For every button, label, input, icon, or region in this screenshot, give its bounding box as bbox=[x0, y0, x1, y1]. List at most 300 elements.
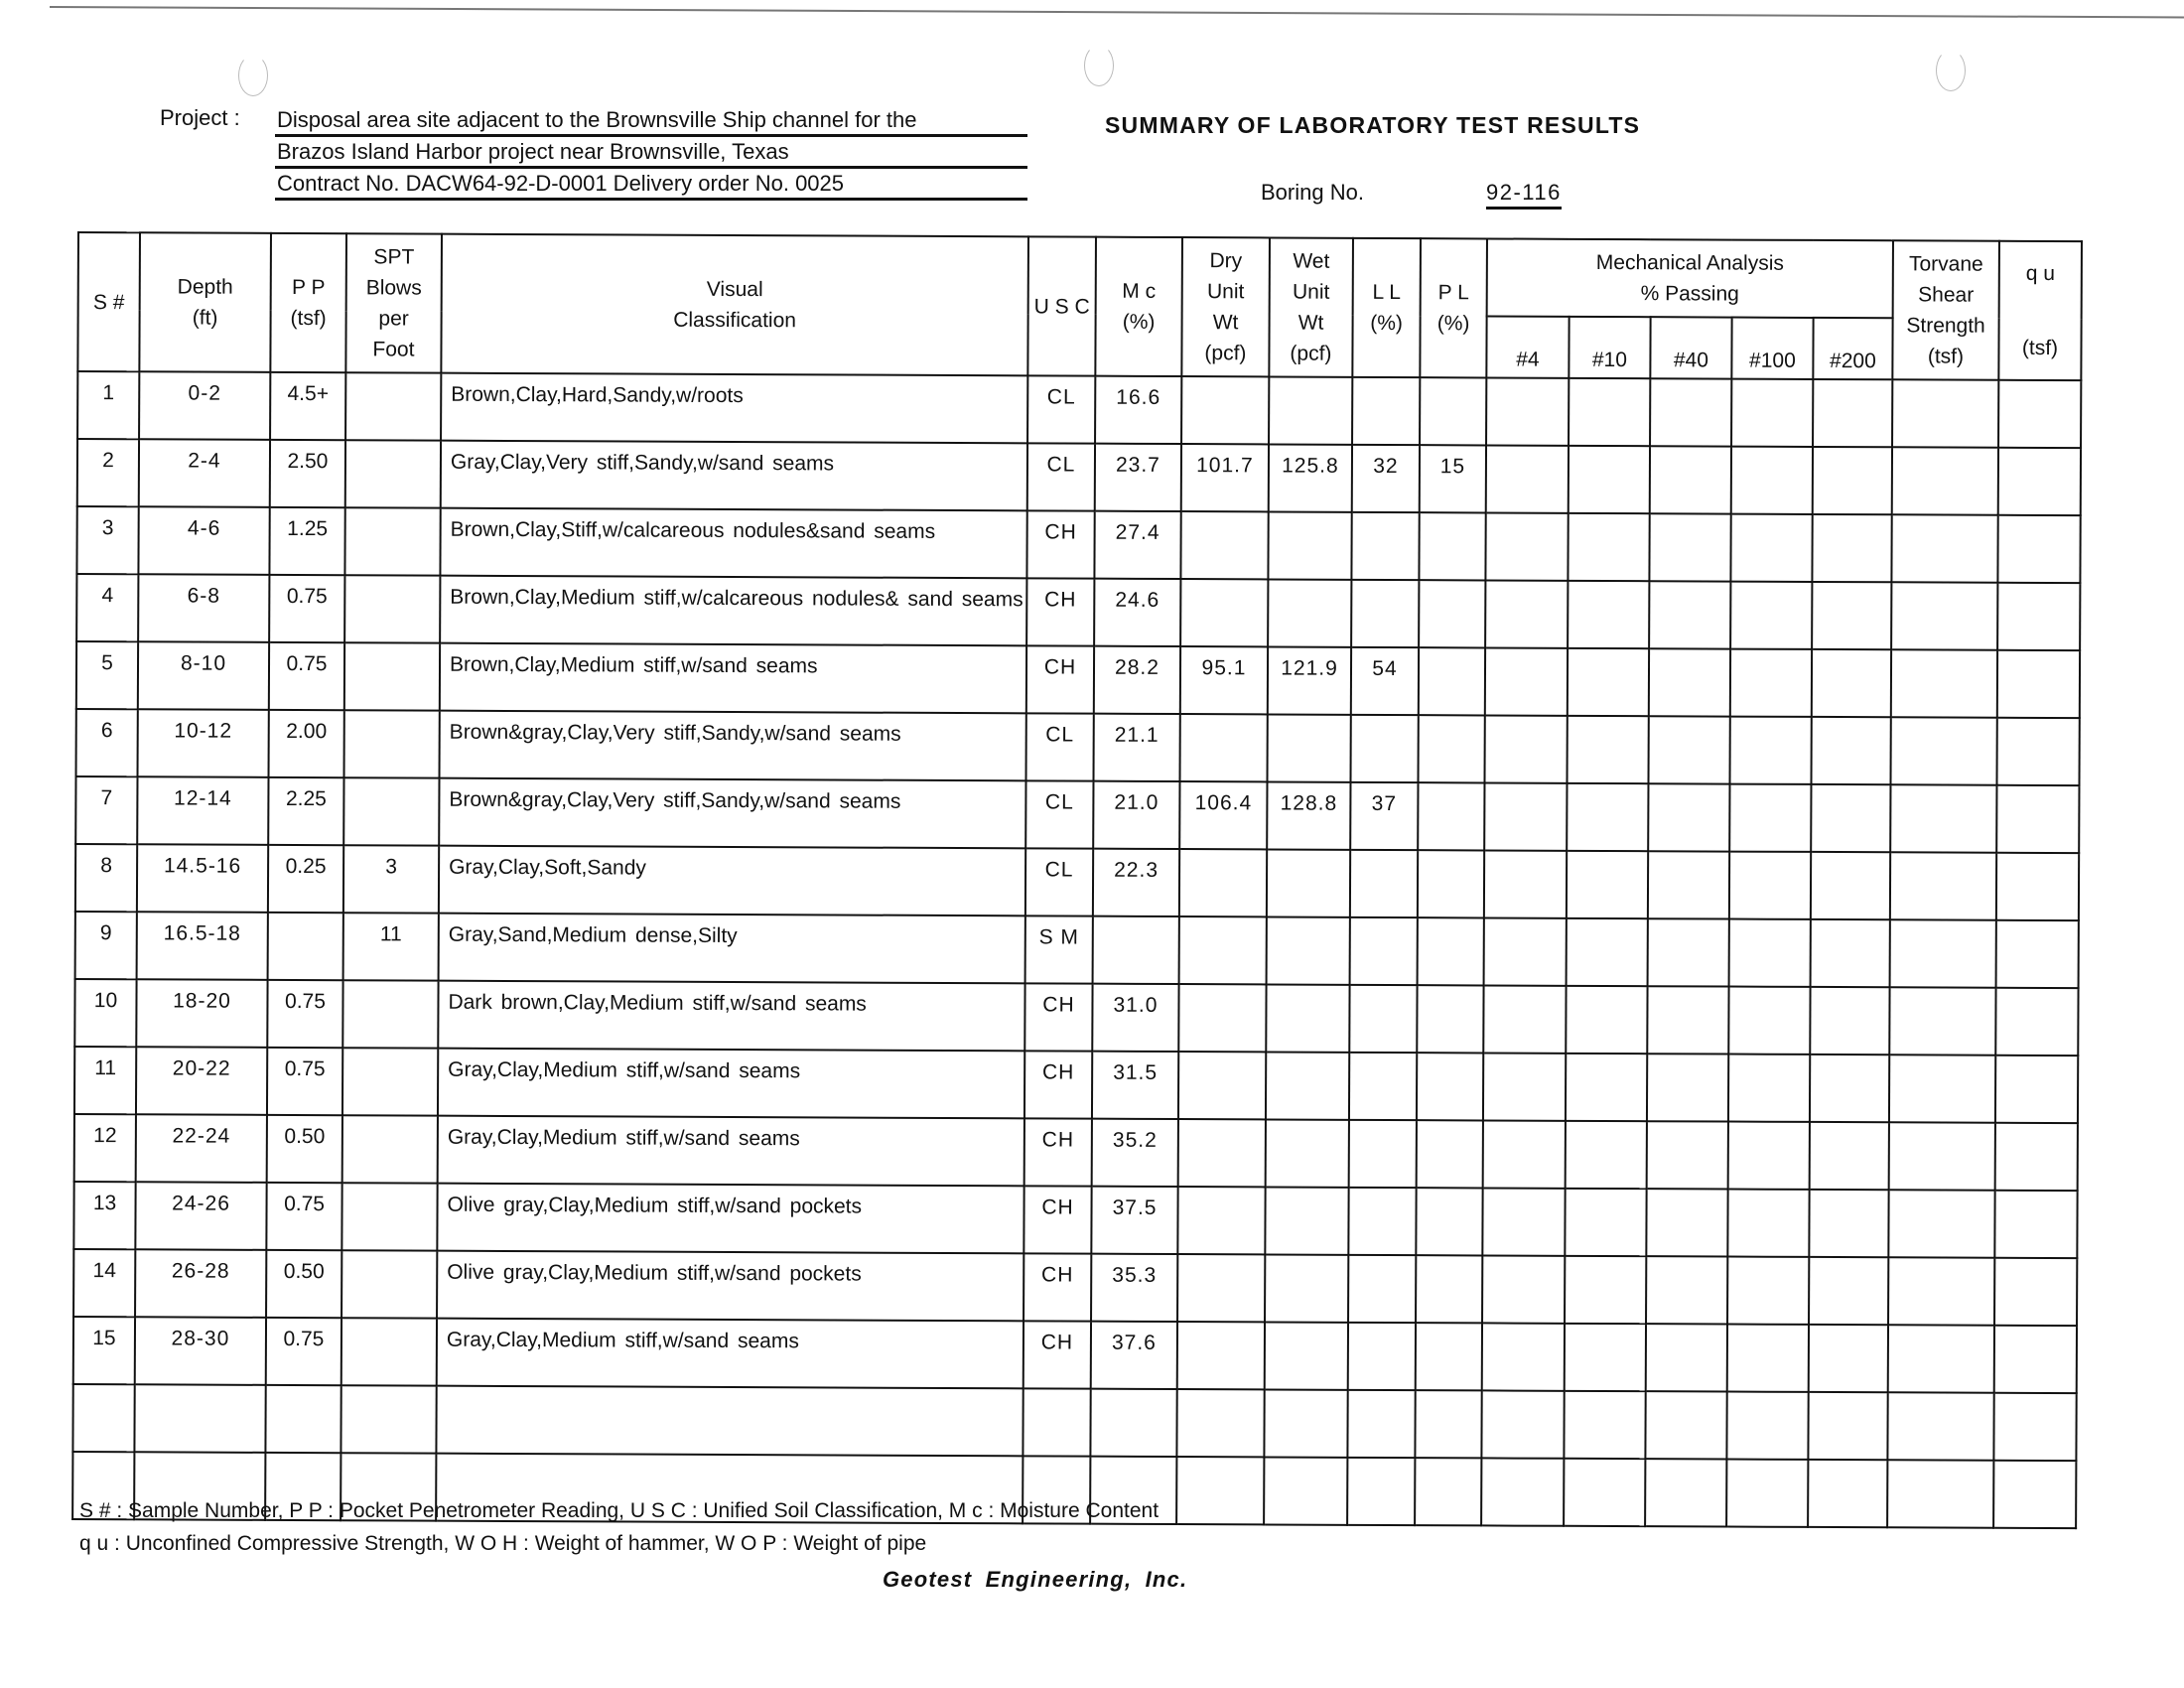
cell-depth: 24-26 bbox=[135, 1182, 266, 1250]
cell-liquid-limit bbox=[1350, 917, 1418, 985]
cell-depth: 2-4 bbox=[139, 439, 270, 507]
blank-cell bbox=[1726, 1460, 1808, 1527]
table-row bbox=[74, 1114, 2078, 1191]
cell-pp: 1.25 bbox=[269, 507, 344, 575]
header-sieve-10: #10 bbox=[1569, 317, 1650, 378]
cell-usc: CH bbox=[1024, 1253, 1091, 1321]
cell-sample-number: 14 bbox=[73, 1249, 135, 1317]
cell-wet-unit-wt: 125.8 bbox=[1269, 444, 1352, 511]
cell-sieve-4 bbox=[1482, 1188, 1565, 1255]
cell-dry-unit-wt bbox=[1179, 849, 1267, 916]
cell-usc: CL bbox=[1025, 713, 1093, 780]
cell-pp: 0.75 bbox=[269, 575, 344, 642]
cell-wet-unit-wt bbox=[1267, 714, 1350, 781]
cell-usc: CH bbox=[1024, 1051, 1092, 1118]
cell-depth: 4-6 bbox=[138, 506, 269, 575]
cell-wet-unit-wt bbox=[1265, 1322, 1348, 1389]
cell-sieve-10 bbox=[1566, 1121, 1647, 1189]
cell-liquid-limit bbox=[1352, 377, 1420, 445]
cell-wet-unit-wt bbox=[1266, 984, 1349, 1052]
cell-dry-unit-wt bbox=[1180, 579, 1268, 646]
cell-visual-classification: Gray,Clay,Very stiff,Sandy,w/sand seams bbox=[441, 441, 1027, 511]
cell-sieve-100 bbox=[1729, 852, 1811, 919]
punch-hole bbox=[1936, 50, 1966, 91]
blank-cell bbox=[1023, 1388, 1090, 1456]
cell-usc: CL bbox=[1025, 848, 1093, 915]
cell-moisture-content: 37.6 bbox=[1091, 1322, 1177, 1389]
blank-cell bbox=[1176, 1389, 1264, 1457]
cell-sieve-100 bbox=[1728, 1055, 1810, 1122]
cell-usc: CH bbox=[1026, 645, 1094, 713]
cell-sieve-40 bbox=[1650, 446, 1731, 513]
cell-spt-blows bbox=[342, 1115, 438, 1183]
blank-cell bbox=[72, 1384, 134, 1452]
cell-visual-classification: Brown,Clay,Medium stiff,w/sand seams bbox=[440, 643, 1026, 714]
cell-plastic-limit bbox=[1416, 1188, 1482, 1255]
cell-qu bbox=[1997, 515, 2080, 583]
cell-sample-number: 4 bbox=[76, 574, 138, 641]
cell-sieve-200 bbox=[1812, 514, 1891, 582]
header-moisture-content: M c (%) bbox=[1095, 237, 1182, 376]
cell-dry-unit-wt bbox=[1179, 916, 1267, 984]
cell-plastic-limit bbox=[1419, 580, 1485, 647]
cell-spt-blows bbox=[344, 507, 440, 575]
header-pp: P P (tsf) bbox=[270, 233, 346, 372]
cell-wet-unit-wt bbox=[1266, 1052, 1349, 1119]
cell-dry-unit-wt: 95.1 bbox=[1180, 646, 1268, 714]
table-row bbox=[77, 371, 2081, 448]
header-depth: Depth (ft) bbox=[139, 232, 271, 372]
cell-visual-classification: Brown&gray,Clay,Very stiff,Sandy,w/sand seams bbox=[439, 778, 1025, 849]
cell-sieve-4 bbox=[1483, 985, 1566, 1053]
cell-torvane bbox=[1889, 1122, 1995, 1190]
cell-pp: 0.75 bbox=[266, 1183, 341, 1250]
blank-cell bbox=[1264, 1457, 1347, 1524]
cell-sieve-100 bbox=[1730, 514, 1812, 582]
cell-torvane bbox=[1890, 919, 1996, 987]
cell-sieve-100 bbox=[1729, 784, 1811, 852]
table-row bbox=[75, 844, 2079, 920]
blank-cell bbox=[1090, 1389, 1176, 1457]
cell-visual-classification: Gray,Clay,Medium stiff,w/sand seams bbox=[437, 1319, 1024, 1389]
cell-sample-number: 8 bbox=[75, 844, 137, 912]
cell-pp: 0.75 bbox=[267, 1048, 342, 1115]
cell-torvane bbox=[1890, 852, 1996, 919]
cell-wet-unit-wt bbox=[1268, 579, 1351, 646]
cell-depth: 26-28 bbox=[135, 1249, 266, 1318]
cell-qu bbox=[1994, 1258, 2077, 1326]
cell-visual-classification: Gray,Clay,Medium stiff,w/sand seams bbox=[438, 1049, 1024, 1119]
cell-depth: 22-24 bbox=[136, 1114, 267, 1183]
table-row bbox=[76, 506, 2080, 583]
cell-sieve-100 bbox=[1731, 379, 1813, 447]
cell-sieve-10 bbox=[1569, 378, 1650, 446]
blank-cell bbox=[1564, 1459, 1645, 1526]
table-row bbox=[75, 912, 2079, 988]
cell-dry-unit-wt bbox=[1179, 714, 1267, 781]
table-row bbox=[75, 776, 2079, 853]
cell-moisture-content: 22.3 bbox=[1093, 849, 1179, 916]
cell-wet-unit-wt bbox=[1269, 376, 1352, 444]
cell-torvane bbox=[1888, 1190, 1994, 1257]
cell-sieve-200 bbox=[1813, 379, 1892, 447]
blank-cell bbox=[1993, 1461, 2076, 1528]
cell-usc: CL bbox=[1027, 443, 1095, 510]
cell-pp: 2.00 bbox=[269, 710, 344, 777]
cell-sieve-40 bbox=[1647, 986, 1728, 1054]
cell-sieve-4 bbox=[1486, 445, 1569, 512]
cell-dry-unit-wt bbox=[1180, 511, 1268, 579]
legend-line: q u : Unconfined Compressive Strength, W O H : Weight of hammer, W O P : Weight of pipe bbox=[79, 1532, 927, 1555]
cell-sieve-10 bbox=[1567, 918, 1648, 986]
header-spt: SPT Blows per Foot bbox=[345, 233, 442, 372]
table-row bbox=[74, 979, 2078, 1055]
cell-depth: 18-20 bbox=[136, 979, 267, 1048]
cell-plastic-limit bbox=[1419, 512, 1485, 580]
cell-sieve-4 bbox=[1485, 580, 1568, 647]
cell-sieve-40 bbox=[1646, 1189, 1727, 1256]
legend bbox=[79, 1494, 1159, 1560]
header-sieve-40: #40 bbox=[1650, 317, 1731, 378]
cell-torvane bbox=[1888, 1257, 1994, 1325]
cell-sieve-200 bbox=[1812, 582, 1891, 649]
cell-dry-unit-wt bbox=[1178, 984, 1266, 1052]
cell-wet-unit-wt bbox=[1265, 1187, 1348, 1254]
cell-plastic-limit bbox=[1420, 377, 1486, 445]
cell-sieve-200 bbox=[1810, 1122, 1889, 1190]
cell-pp: 0.75 bbox=[267, 980, 342, 1048]
project-label: Project : bbox=[160, 105, 240, 130]
cell-liquid-limit bbox=[1349, 1120, 1417, 1188]
cell-liquid-limit bbox=[1350, 850, 1418, 917]
cell-torvane bbox=[1890, 717, 1996, 784]
blank-cell bbox=[134, 1384, 265, 1453]
cell-spt-blows bbox=[345, 372, 441, 440]
cell-dry-unit-wt: 106.4 bbox=[1179, 781, 1267, 849]
cell-liquid-limit bbox=[1351, 580, 1419, 647]
table-row bbox=[73, 1317, 2077, 1393]
cell-depth: 16.5-18 bbox=[137, 912, 268, 980]
cell-moisture-content: 37.5 bbox=[1091, 1187, 1177, 1254]
page-edge-line bbox=[50, 6, 2184, 19]
cell-sieve-4 bbox=[1486, 377, 1569, 445]
blank-cell bbox=[1645, 1391, 1726, 1459]
cell-usc: CH bbox=[1026, 510, 1094, 578]
cell-sieve-100 bbox=[1728, 987, 1810, 1055]
cell-sieve-40 bbox=[1648, 716, 1729, 783]
cell-depth: 12-14 bbox=[137, 776, 268, 845]
cell-plastic-limit bbox=[1418, 917, 1484, 985]
cell-sieve-4 bbox=[1482, 1255, 1565, 1323]
cell-torvane bbox=[1889, 987, 1995, 1055]
cell-qu bbox=[1996, 920, 2079, 988]
cell-torvane bbox=[1889, 1055, 1995, 1122]
cell-qu bbox=[1995, 1055, 2078, 1123]
cell-sieve-40 bbox=[1646, 1324, 1727, 1391]
cell-sample-number: 1 bbox=[77, 371, 139, 439]
cell-sieve-4 bbox=[1483, 1120, 1566, 1188]
cell-sieve-200 bbox=[1811, 717, 1890, 784]
blank-cell bbox=[1347, 1458, 1415, 1525]
cell-sieve-4 bbox=[1484, 782, 1567, 850]
cell-sample-number: 12 bbox=[74, 1114, 136, 1182]
cell-pp: 0.75 bbox=[269, 642, 344, 710]
cell-usc: CH bbox=[1024, 1321, 1091, 1388]
blank-cell bbox=[1347, 1390, 1415, 1458]
cell-torvane bbox=[1891, 649, 1997, 717]
header-usc: U S C bbox=[1027, 236, 1096, 375]
cell-liquid-limit: 32 bbox=[1352, 445, 1420, 512]
cell-sieve-200 bbox=[1809, 1257, 1888, 1325]
cell-depth: 0-2 bbox=[139, 371, 270, 440]
header-liquid-limit: L L (%) bbox=[1352, 238, 1421, 377]
blank-cell bbox=[1415, 1458, 1481, 1525]
cell-liquid-limit: 37 bbox=[1350, 782, 1418, 850]
cell-qu bbox=[1998, 448, 2081, 515]
project-line: Disposal area site adjacent to the Brownsville Ship channel for the bbox=[275, 105, 1027, 137]
cell-qu bbox=[1998, 380, 2081, 448]
cell-sample-number: 2 bbox=[77, 439, 139, 506]
cell-sieve-100 bbox=[1728, 1122, 1810, 1190]
cell-wet-unit-wt bbox=[1265, 1254, 1348, 1322]
blank-cell bbox=[1264, 1389, 1347, 1457]
cell-sample-number: 13 bbox=[73, 1182, 135, 1249]
table-row bbox=[76, 574, 2080, 650]
cell-visual-classification: Brown,Clay,Stiff,w/calcareous nodules&sand seams bbox=[440, 508, 1026, 579]
blank-row bbox=[72, 1384, 2076, 1461]
cell-sieve-100 bbox=[1727, 1325, 1809, 1392]
blank-cell bbox=[1887, 1460, 1993, 1527]
cell-visual-classification: Dark brown,Clay,Medium stiff,w/sand seams bbox=[438, 981, 1024, 1052]
cell-spt-blows bbox=[341, 1183, 437, 1250]
cell-moisture-content: 16.6 bbox=[1095, 376, 1181, 444]
cell-moisture-content: 24.6 bbox=[1094, 579, 1180, 646]
cell-sample-number: 10 bbox=[74, 979, 136, 1047]
header-mechanical-analysis: Mechanical Analysis % Passing bbox=[1487, 238, 1893, 318]
cell-sample-number: 6 bbox=[76, 709, 138, 776]
cell-sieve-10 bbox=[1568, 513, 1649, 581]
cell-depth: 14.5-16 bbox=[137, 844, 268, 913]
cell-sieve-40 bbox=[1648, 783, 1729, 851]
blank-cell bbox=[265, 1385, 341, 1453]
header-plastic-limit: P L (%) bbox=[1420, 238, 1487, 377]
cell-qu bbox=[1996, 785, 2079, 853]
cell-liquid-limit bbox=[1349, 1053, 1417, 1120]
cell-wet-unit-wt: 121.9 bbox=[1268, 646, 1351, 714]
cell-pp: 4.5+ bbox=[270, 372, 345, 440]
cell-visual-classification: Gray,Clay,Soft,Sandy bbox=[439, 846, 1025, 916]
cell-moisture-content: 35.2 bbox=[1092, 1119, 1178, 1187]
cell-sieve-100 bbox=[1727, 1257, 1809, 1325]
cell-plastic-limit bbox=[1416, 1255, 1482, 1323]
cell-sieve-40 bbox=[1649, 581, 1730, 648]
cell-usc: CH bbox=[1024, 983, 1092, 1051]
cell-sieve-40 bbox=[1649, 648, 1730, 716]
cell-depth: 8-10 bbox=[138, 641, 269, 710]
cell-wet-unit-wt bbox=[1268, 511, 1351, 579]
cell-sample-number: 7 bbox=[75, 776, 137, 844]
cell-liquid-limit bbox=[1349, 985, 1417, 1053]
cell-sample-number: 15 bbox=[73, 1317, 135, 1384]
cell-sieve-200 bbox=[1812, 649, 1891, 717]
cell-sieve-4 bbox=[1484, 917, 1567, 985]
cell-sample-number: 3 bbox=[76, 506, 138, 574]
punch-hole bbox=[1084, 45, 1114, 86]
cell-sieve-200 bbox=[1811, 784, 1890, 852]
cell-qu bbox=[1995, 988, 2078, 1055]
blank-cell bbox=[341, 1385, 436, 1453]
cell-plastic-limit bbox=[1418, 715, 1484, 782]
header-visual-classification: Visual Classification bbox=[441, 234, 1028, 376]
cell-pp: 0.25 bbox=[268, 845, 343, 913]
cell-plastic-limit bbox=[1419, 647, 1485, 715]
cell-moisture-content: 27.4 bbox=[1094, 511, 1180, 579]
table-row bbox=[73, 1249, 2077, 1326]
header-dry-unit-wt: Dry Unit Wt (pcf) bbox=[1181, 237, 1270, 376]
cell-sieve-40 bbox=[1647, 1121, 1728, 1189]
cell-moisture-content: 35.3 bbox=[1091, 1254, 1177, 1322]
cell-visual-classification: Brown,Clay,Hard,Sandy,w/roots bbox=[441, 373, 1027, 444]
cell-sieve-40 bbox=[1650, 378, 1731, 446]
cell-qu bbox=[1994, 1191, 2077, 1258]
cell-sieve-4 bbox=[1484, 715, 1567, 782]
cell-torvane bbox=[1892, 379, 1998, 447]
cell-sieve-40 bbox=[1646, 1256, 1727, 1324]
cell-sieve-200 bbox=[1809, 1325, 1888, 1392]
cell-spt-blows bbox=[341, 1250, 437, 1318]
cell-qu bbox=[1994, 1326, 2077, 1393]
cell-usc: CH bbox=[1024, 1186, 1091, 1253]
cell-dry-unit-wt bbox=[1178, 1119, 1266, 1187]
cell-sieve-100 bbox=[1729, 919, 1811, 987]
cell-qu bbox=[1997, 650, 2080, 718]
cell-moisture-content: 21.1 bbox=[1093, 714, 1179, 781]
cell-visual-classification: Brown,Clay,Medium stiff,w/calcareous nodules& sand seams bbox=[440, 576, 1026, 646]
cell-torvane bbox=[1890, 784, 1996, 852]
cell-sieve-40 bbox=[1648, 851, 1729, 918]
cell-moisture-content: 31.0 bbox=[1092, 984, 1178, 1052]
cell-qu bbox=[1995, 1123, 2078, 1191]
cell-torvane bbox=[1892, 447, 1998, 514]
cell-spt-blows bbox=[344, 575, 440, 642]
cell-sieve-100 bbox=[1727, 1190, 1809, 1257]
cell-sieve-10 bbox=[1567, 716, 1648, 783]
project-line: Contract No. DACW64-92-D-0001 Delivery order No. 0025 bbox=[275, 169, 1027, 201]
cell-plastic-limit: 15 bbox=[1420, 445, 1486, 512]
cell-sieve-10 bbox=[1567, 851, 1648, 918]
cell-visual-classification: Olive gray,Clay,Medium stiff,w/sand pockets bbox=[437, 1251, 1024, 1322]
cell-qu bbox=[1997, 583, 2080, 650]
cell-pp: 0.50 bbox=[267, 1115, 342, 1183]
cell-dry-unit-wt bbox=[1178, 1052, 1266, 1119]
cell-moisture-content: 23.7 bbox=[1095, 444, 1181, 511]
table-row bbox=[76, 641, 2080, 718]
header-torvane: Torvane Shear Strength (tsf) bbox=[1892, 240, 1999, 379]
punch-hole bbox=[238, 55, 268, 96]
cell-dry-unit-wt bbox=[1177, 1322, 1265, 1389]
cell-sieve-10 bbox=[1568, 648, 1649, 716]
cell-sieve-100 bbox=[1730, 649, 1812, 717]
cell-liquid-limit bbox=[1351, 512, 1419, 580]
table-body bbox=[72, 371, 2081, 1528]
boring-number: 92-116 bbox=[1486, 180, 1562, 210]
cell-depth: 10-12 bbox=[138, 709, 269, 777]
cell-visual-classification: Olive gray,Clay,Medium stiff,w/sand pockets bbox=[437, 1184, 1024, 1254]
legend-line: S # : Sample Number, P P : Pocket Penetrometer Reading, U S C : Unified Soil Classification, M c : Moisture Content bbox=[79, 1499, 1160, 1522]
cell-pp: 0.50 bbox=[266, 1250, 341, 1318]
cell-torvane bbox=[1888, 1325, 1994, 1392]
cell-spt-blows bbox=[343, 777, 439, 845]
cell-wet-unit-wt bbox=[1267, 916, 1350, 984]
cell-depth: 20-22 bbox=[136, 1047, 267, 1115]
header-sieve-4: #4 bbox=[1486, 316, 1569, 377]
cell-dry-unit-wt bbox=[1177, 1254, 1265, 1322]
lab-results-table bbox=[71, 231, 2083, 1529]
cell-moisture-content: 21.0 bbox=[1093, 781, 1179, 849]
cell-sieve-10 bbox=[1566, 986, 1647, 1054]
cell-spt-blows bbox=[344, 710, 440, 777]
cell-spt-blows: 3 bbox=[343, 845, 439, 913]
cell-plastic-limit bbox=[1417, 1053, 1483, 1120]
cell-sieve-200 bbox=[1811, 852, 1890, 919]
cell-liquid-limit: 54 bbox=[1351, 647, 1419, 715]
cell-sieve-100 bbox=[1730, 582, 1812, 649]
cell-pp: 0.75 bbox=[266, 1318, 341, 1385]
cell-wet-unit-wt: 128.8 bbox=[1267, 781, 1350, 849]
boring-label: Boring No. bbox=[1261, 180, 1364, 205]
header-sample-number: S # bbox=[77, 232, 140, 371]
cell-sieve-10 bbox=[1565, 1324, 1646, 1391]
cell-sieve-40 bbox=[1647, 1054, 1728, 1121]
cell-dry-unit-wt bbox=[1177, 1187, 1265, 1254]
cell-plastic-limit bbox=[1417, 985, 1483, 1053]
header-wet-unit-wt: Wet Unit Wt (pcf) bbox=[1269, 237, 1353, 376]
cell-dry-unit-wt: 101.7 bbox=[1181, 444, 1269, 511]
cell-sieve-4 bbox=[1485, 647, 1568, 715]
cell-dry-unit-wt bbox=[1181, 376, 1269, 444]
blank-cell bbox=[1887, 1392, 1993, 1460]
blank-cell bbox=[1808, 1460, 1887, 1527]
cell-sieve-10 bbox=[1566, 1054, 1647, 1121]
cell-pp: 2.25 bbox=[268, 777, 343, 845]
cell-usc: CH bbox=[1026, 578, 1094, 645]
cell-liquid-limit bbox=[1350, 715, 1418, 782]
cell-liquid-limit bbox=[1348, 1323, 1416, 1390]
cell-sieve-10 bbox=[1568, 581, 1649, 648]
project-line: Brazos Island Harbor project near Brownsville, Texas bbox=[275, 137, 1027, 169]
blank-cell bbox=[436, 1386, 1023, 1457]
blank-cell bbox=[1645, 1459, 1726, 1526]
cell-depth: 28-30 bbox=[135, 1317, 266, 1385]
company-name: Geotest Engineering, Inc. bbox=[883, 1567, 1188, 1592]
cell-sieve-100 bbox=[1729, 717, 1811, 784]
blank-cell bbox=[1564, 1391, 1645, 1459]
header-sieve-100: #100 bbox=[1731, 318, 1813, 379]
cell-sieve-4 bbox=[1484, 850, 1567, 917]
cell-wet-unit-wt bbox=[1266, 1119, 1349, 1187]
blank-cell bbox=[1481, 1458, 1564, 1525]
blank-cell bbox=[1415, 1390, 1481, 1458]
header-sieve-200: #200 bbox=[1813, 318, 1892, 379]
cell-usc: CL bbox=[1025, 780, 1093, 848]
cell-sieve-40 bbox=[1649, 513, 1730, 581]
blank-cell bbox=[1726, 1392, 1808, 1460]
cell-spt-blows bbox=[344, 642, 440, 710]
cell-pp bbox=[268, 913, 343, 980]
cell-usc: CL bbox=[1027, 375, 1095, 443]
cell-wet-unit-wt bbox=[1267, 849, 1350, 916]
page-title: SUMMARY OF LABORATORY TEST RESULTS bbox=[1105, 112, 1641, 138]
